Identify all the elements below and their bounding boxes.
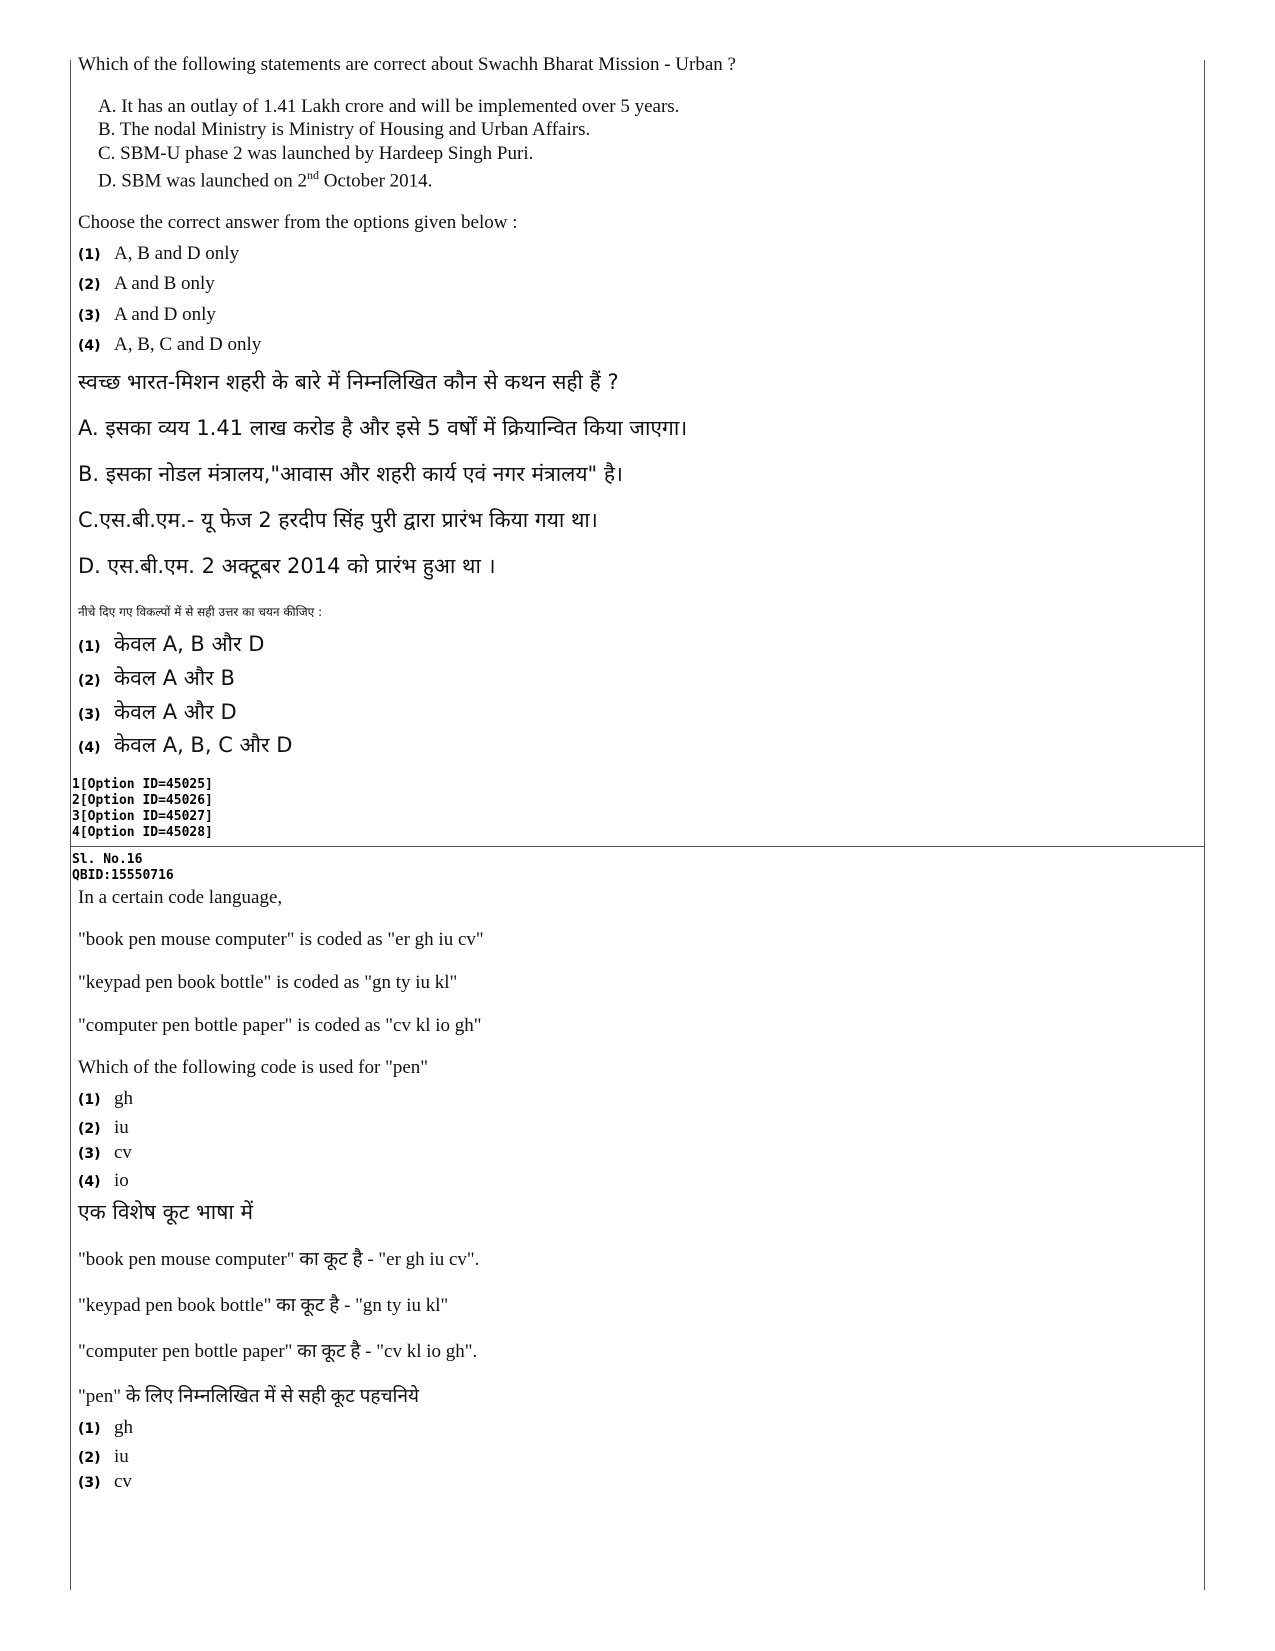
q16-code-2-hi: "keypad pen book bottle" का कूट है - "gn ty iu kl" bbox=[78, 1295, 449, 1316]
q15-option-4-en[interactable]: (4) A, B, C and D only bbox=[78, 334, 262, 355]
q15-option-1-hi[interactable]: (1) केवल A, B और D bbox=[78, 632, 265, 656]
q15-option-3-en[interactable]: (3) A and D only bbox=[78, 304, 216, 325]
q15-statement-a-en: A. It has an outlay of 1.41 Lakh crore and will be implemented over 5 years. bbox=[98, 96, 680, 117]
q15-statement-b-en: B. The nodal Ministry is Ministry of Housing and Urban Affairs. bbox=[98, 119, 591, 140]
q16-intro-hi: एक विशेष कूट भाषा में bbox=[78, 1200, 254, 1224]
q16-intro-en: In a certain code language, bbox=[78, 887, 283, 908]
q15-statement-b-hi: B. इसका नोडल मंत्रालय,"आवास और शहरी कार्य एवं नगर मंत्रालय" है। bbox=[78, 462, 623, 486]
q16-option-2-en[interactable]: (2) iu bbox=[78, 1117, 129, 1138]
q15-statement-d-en: D. SBM was launched on 2nd October 2014. bbox=[98, 168, 433, 192]
q16-question-en: Which of the following code is used for "pen" bbox=[78, 1057, 429, 1078]
option-id-2: 2[Option ID=45026] bbox=[72, 793, 213, 808]
q15-option-1-en[interactable]: (1) A, B and D only bbox=[78, 243, 240, 264]
q15-option-2-hi[interactable]: (2) केवल A और B bbox=[78, 666, 235, 690]
q16-code-1-en: "book pen mouse computer" is coded as "er gh iu cv" bbox=[78, 929, 484, 950]
q15-option-3-hi[interactable]: (3) केवल A और D bbox=[78, 700, 237, 724]
q15-choose-hi: नीचे दिए गए विकल्पों में से सही उत्तर का चयन कीजिए : bbox=[78, 605, 323, 619]
q15-statement-c-hi: C.एस.बी.एम.- यू फेज 2 हरदीप सिंह पुरी द्वारा प्रारंभ किया गया था। bbox=[78, 508, 598, 532]
q16-option-3-hi[interactable]: (3) cv bbox=[78, 1471, 132, 1492]
serial-number: Sl. No.16 bbox=[72, 852, 143, 867]
q15-choose-en: Choose the correct answer from the options given below : bbox=[78, 212, 518, 233]
q16-code-3-hi: "computer pen bottle paper" का कूट है - "cv kl io gh". bbox=[78, 1341, 478, 1362]
q15-statement-c-en: C. SBM-U phase 2 was launched by Hardeep Singh Puri. bbox=[98, 143, 534, 164]
q16-code-3-en: "computer pen bottle paper" is coded as "cv kl io gh" bbox=[78, 1015, 482, 1036]
q16-option-1-en[interactable]: (1) gh bbox=[78, 1088, 133, 1109]
q16-question-hi: "pen" के लिए निम्नलिखित में से सही कूट पहचनिये bbox=[78, 1386, 420, 1407]
q16-option-4-en[interactable]: (4) io bbox=[78, 1170, 129, 1191]
document-page bbox=[70, 54, 1205, 1590]
option-id-3: 3[Option ID=45027] bbox=[72, 809, 213, 824]
qbid: QBID:15550716 bbox=[72, 868, 174, 883]
q15-statement-a-hi: A. इसका व्यय 1.41 लाख करोड है और इसे 5 वर्षों में क्रियान्वित किया जाएगा। bbox=[78, 416, 688, 440]
q15-question-hi: स्वच्छ भारत-मिशन शहरी के बारे में निम्नलिखित कौन से कथन सही हैं ? bbox=[78, 370, 619, 394]
q15-option-4-hi[interactable]: (4) केवल A, B, C और D bbox=[78, 733, 293, 757]
option-id-1: 1[Option ID=45025] bbox=[72, 777, 213, 792]
q15-statement-d-hi: D. एस.बी.एम. 2 अक्टूबर 2014 को प्रारंभ हुआ था । bbox=[78, 554, 496, 578]
option-id-4: 4[Option ID=45028] bbox=[72, 825, 213, 840]
q16-option-2-hi[interactable]: (2) iu bbox=[78, 1446, 129, 1467]
q16-code-2-en: "keypad pen book bottle" is coded as "gn ty iu kl" bbox=[78, 972, 458, 993]
left-border bbox=[70, 60, 71, 1590]
question-divider bbox=[70, 846, 1205, 847]
q15-option-2-en[interactable]: (2) A and B only bbox=[78, 273, 215, 294]
q16-code-1-hi: "book pen mouse computer" का कूट है - "er gh iu cv". bbox=[78, 1249, 480, 1270]
right-border bbox=[1204, 60, 1205, 1590]
q16-option-3-en[interactable]: (3) cv bbox=[78, 1142, 132, 1163]
q16-option-1-hi[interactable]: (1) gh bbox=[78, 1417, 133, 1438]
q15-question-en: Which of the following statements are correct about Swachh Bharat Mission - Urban ? bbox=[78, 54, 736, 75]
